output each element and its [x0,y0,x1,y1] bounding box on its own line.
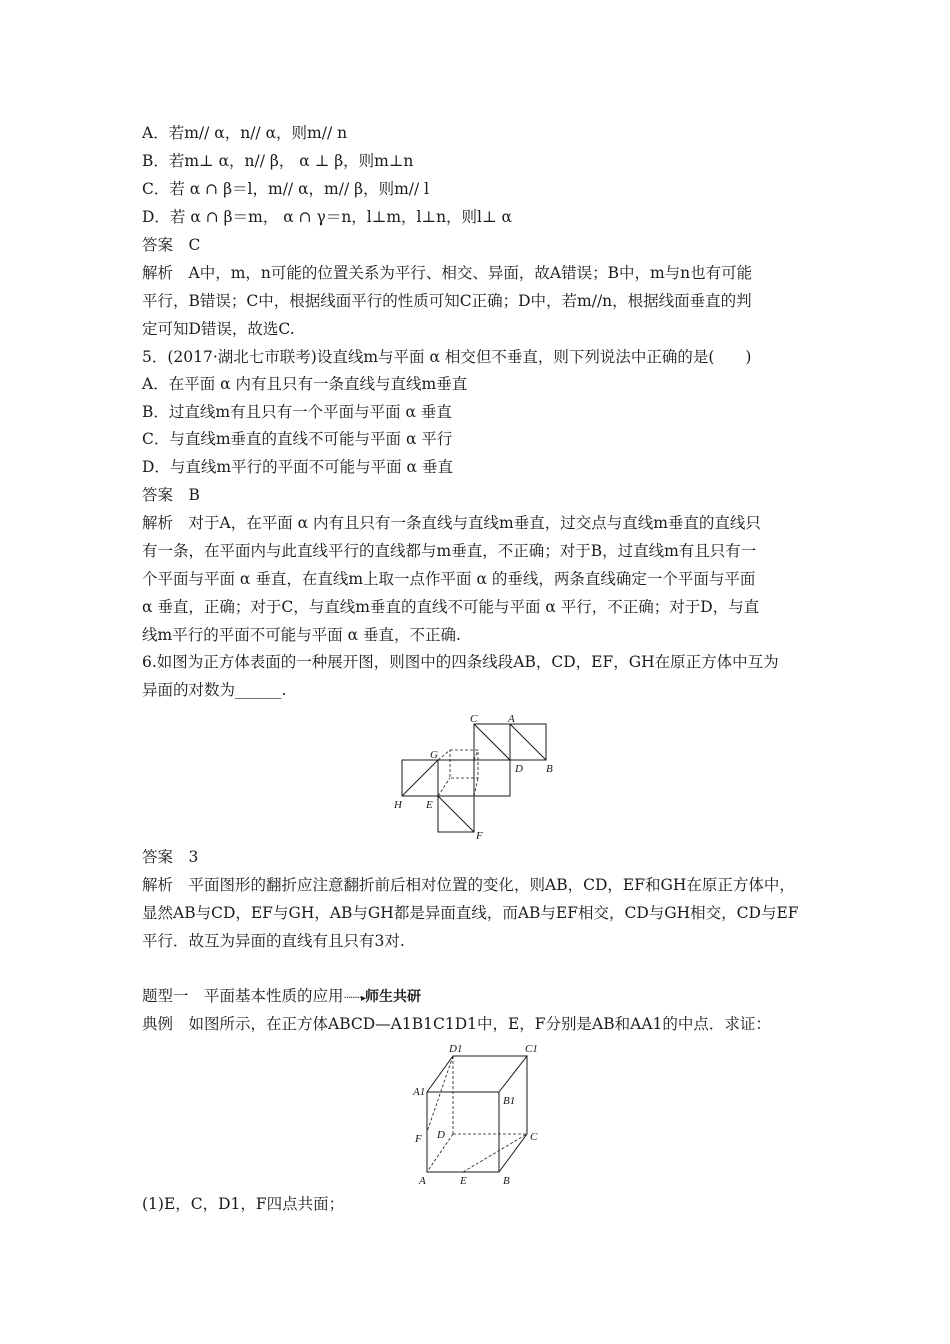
q5-analysis-line: 个平面与平面 α 垂直，在直线m上取一点作平面 α 的垂线，两条直线确定一个平面与平面 [142,570,756,588]
q4-analysis-line: 平行，B错误；C中，根据线面平行的性质可知C正确；D中，若m//n，根据线面垂直的判 [142,292,752,310]
q5-option-c: C．与直线m垂直的直线不可能与平面 α 平行 [142,430,453,448]
net-label: E [426,799,433,811]
net-label: H [394,799,402,811]
q6-stem-line: 异面的对数为______. [142,681,287,699]
cube-label: C [530,1131,538,1143]
dotted-arrow-icon: ········▸ [343,993,365,1004]
q5-stem: 5．(2017·湖北七市联考)设直线m与平面 α 相交但不垂直，则下列说法中正确的是( ) [142,348,752,366]
cube-label: F [415,1133,422,1145]
q4-option-c: C．若 α ∩ β＝l，m// α，m// β，则m// l [142,180,430,198]
q5-option-b: B．过直线m有且只有一个平面与平面 α 垂直 [142,403,452,421]
net-label: A [508,713,515,725]
q6-stem-line: 6.如图为正方体表面的一种展开图，则图中的四条线段AB，CD，EF，GH在原正方体中互为 [142,653,779,671]
q4-answer: 答案 C [142,236,201,254]
example-stem: 典例 如图所示，在正方体ABCD—A1B1C1D1中，E，F分别是AB和AA1的中点．求证： [142,1015,771,1033]
q5-analysis-line: 有一条，在平面内与此直线平行的直线都与m垂直，不正确；对于B，过直线m有且只有一 [142,542,757,560]
cube-label: A1 [413,1086,426,1098]
section-badge: 师生共研 [364,989,421,1005]
cube-label: D1 [449,1043,463,1055]
net-label: D [515,763,523,775]
q6-analysis-line: 解析 平面图形的翻折应注意翻折前后相对位置的变化，则AB，CD，EF和GH在原正方体中， [142,876,795,894]
q5-option-a: A．在平面 α 内有且只有一条直线与直线m垂直 [142,375,468,393]
q6-analysis-line: 平行．故互为异面的直线有且只有3对. [142,932,405,950]
q6-answer: 答案 3 [142,848,199,866]
q4-analysis-line: 解析 A中，m，n可能的位置关系为平行、相交、异面，故A错误；B中，m与n也有可能 [142,264,753,282]
cube-label: A [419,1175,426,1187]
section-heading [142,986,421,1009]
cube-label: E [460,1175,467,1187]
q4-option-d: D．若 α ∩ β＝m， α ∩ γ＝n，l⊥m，l⊥n，则l⊥ α [142,208,512,226]
cube-label: C1 [525,1043,538,1055]
net-label: F [476,830,483,842]
q4-option-a: A．若m// α，n// α，则m// n [142,124,348,142]
q4-option-b: B．若m⊥ α，n// β， α ⊥ β，则m⊥n [142,152,414,170]
q5-analysis-line: α 垂直，正确；对于C，与直线m垂直的直线不可能与平面 α 平行，不正确；对于D，与直 [142,598,760,616]
net-label: B [546,763,553,775]
example-part-1: (1)E，C，D1，F四点共面； [142,1195,345,1213]
cube-figure [405,1042,565,1196]
q5-answer: 答案 B [142,486,200,504]
net-label: C [470,713,478,725]
q5-option-d: D．与直线m平行的平面不可能与平面 α 垂直 [142,458,453,476]
net-label: G [430,749,438,761]
section-title: 题型一 平面基本性质的应用 [142,987,344,1005]
q5-analysis-line: 解析 对于A，在平面 α 内有且只有一条直线与直线m垂直，过交点与直线m垂直的直线只 [142,514,761,532]
q4-analysis-line: 定可知D错误，故选C. [142,320,295,338]
cube-net-figure [390,712,590,846]
cube-label: B1 [503,1095,516,1107]
cube-label: B [503,1175,510,1187]
cube-label: D [437,1129,445,1141]
q5-analysis-line: 线m平行的平面不可能与平面 α 垂直，不正确. [142,626,461,644]
q6-analysis-line: 显然AB与CD，EF与GH，AB与GH都是异面直线，而AB与EF相交，CD与GH相交，CD与EF [142,904,799,922]
